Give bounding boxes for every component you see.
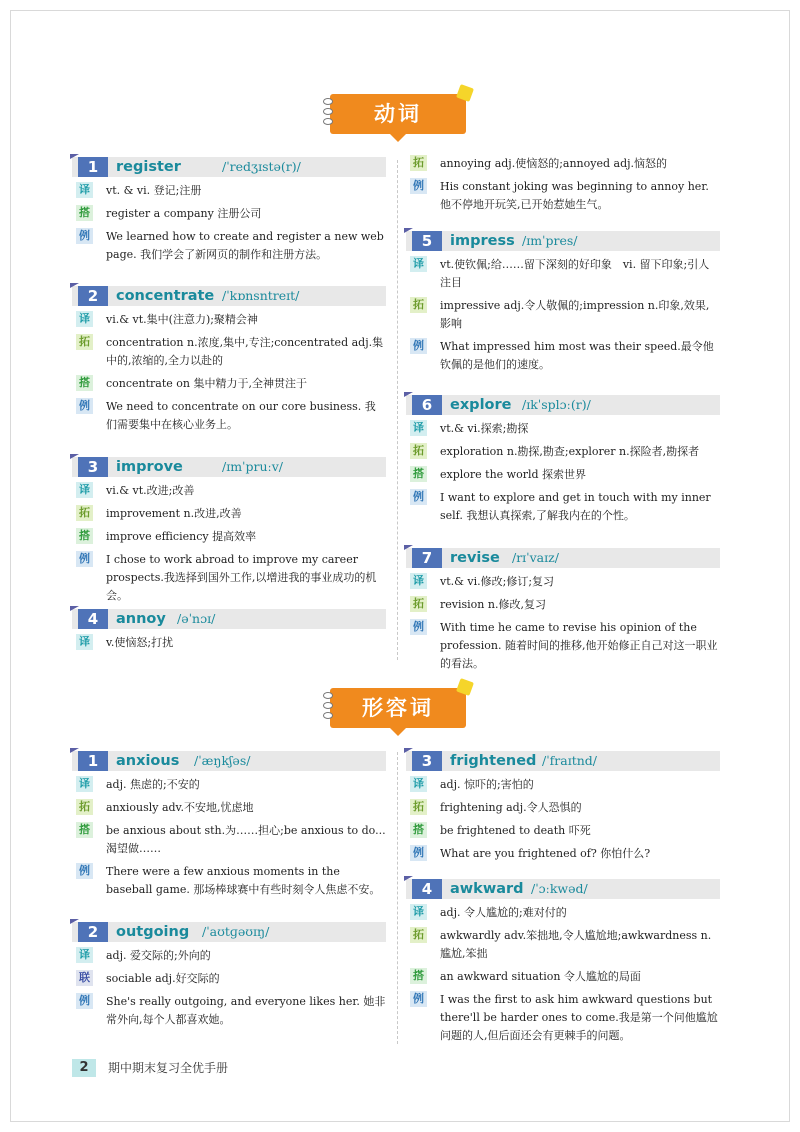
phonetic: /ˈæŋkʃəs/: [194, 753, 251, 768]
row-text: v.使恼怒;打扰: [106, 636, 174, 649]
tag-extension: 拓: [76, 799, 93, 815]
word-entry-concentrate: [72, 286, 386, 434]
tag-extension: 拓: [410, 596, 427, 612]
entry-row: [406, 338, 720, 374]
row-text: improvement n.改进,改善: [106, 507, 242, 520]
row-text: exploration n.勘探,勘查;explorer n.探险者,勘探者: [440, 445, 700, 458]
tag-collocation: 搭: [410, 968, 427, 984]
entry-row: [72, 551, 386, 605]
entry-row: [406, 178, 720, 214]
row-text: adj. 令人尴尬的;难对付的: [440, 906, 567, 919]
entry-row: [406, 822, 720, 840]
column-divider: [397, 160, 398, 660]
tag-example: 例: [410, 619, 427, 635]
row-text: revision n.修改,复习: [440, 598, 546, 611]
row-text: I want to explore and get in touch with my inner self. 我想认真探索,了解我内在的个性。: [440, 491, 711, 522]
row-text: We learned how to create and register a new web page. 我们学会了新网页的制作和注册方法。: [106, 230, 384, 261]
row-text: vi.& vt.集中(注意力);聚精会神: [106, 313, 258, 326]
row-text: concentrate on 集中精力于,全神贯注于: [106, 377, 307, 390]
column-divider: [397, 752, 398, 1044]
tag-example: 例: [410, 489, 427, 505]
word-number: 4: [412, 879, 442, 899]
tag-extension: 拓: [410, 155, 427, 171]
entry-row: [406, 256, 720, 292]
row-text: What impressed him most was their speed.最令他钦佩的是他们的速度。: [440, 340, 714, 371]
row-text: be frightened to death 吓死: [440, 824, 591, 837]
row-text: vt.& vi.修改;修订;复习: [440, 575, 555, 588]
word-header: [72, 157, 386, 177]
row-text: We need to concentrate on our core business. 我们需要集中在核心业务上。: [106, 400, 376, 431]
tag-example: 例: [410, 991, 427, 1007]
row-text: concentration n.浓度,集中,专注;concentrated adj.集中的,浓缩的,全力以赴的: [106, 336, 384, 367]
word-number: 2: [78, 286, 108, 306]
row-text: anxiously adv.不安地,忧虑地: [106, 801, 254, 814]
phonetic: /ˈfraɪtnd/: [542, 753, 597, 768]
tag-collocation: 搭: [410, 822, 427, 838]
banner-pointer-icon: [390, 134, 406, 142]
word-entry-register: [72, 157, 386, 264]
word-header: [72, 609, 386, 629]
tag-example: 例: [410, 338, 427, 354]
entry-row: [72, 375, 386, 393]
word-entry-outgoing: [72, 922, 386, 1029]
word-number: 6: [412, 395, 442, 415]
entry-row: [406, 420, 720, 438]
tag-collocation: 搭: [76, 375, 93, 391]
entry-row: [406, 297, 720, 333]
row-text: impressive adj.令人敬佩的;impression n.印象,效果,影响: [440, 299, 710, 330]
word-entry-annoy-continued: [406, 155, 720, 214]
row-text: What are you frightened of? 你怕什么?: [440, 847, 651, 860]
tag-translation: 译: [410, 573, 427, 589]
book-title: 期中期末复习全优手册: [108, 1061, 229, 1075]
entry-row: [72, 311, 386, 329]
headword: anxious: [116, 753, 180, 769]
section-title: 动词: [374, 102, 422, 126]
entry-row: [72, 634, 386, 652]
tag-translation: 译: [76, 947, 93, 963]
word-entry-anxious: [72, 751, 386, 899]
tag-extension: 拓: [410, 799, 427, 815]
row-text: an awkward situation 令人尴尬的局面: [440, 970, 641, 983]
entry-row: [72, 398, 386, 434]
entry-row: [406, 991, 720, 1045]
tag-translation: 译: [76, 634, 93, 650]
word-header: [406, 395, 720, 415]
tag-example: 例: [410, 845, 427, 861]
entry-row: [406, 489, 720, 525]
word-number: 3: [412, 751, 442, 771]
row-text: vi.& vt.改进;改善: [106, 484, 195, 497]
word-entry-annoy: [72, 609, 386, 652]
headword: revise: [450, 550, 500, 566]
tag-translation: 译: [76, 482, 93, 498]
tag-collocation: 搭: [76, 528, 93, 544]
tag-example: 例: [410, 178, 427, 194]
tag-extension: 拓: [76, 505, 93, 521]
entry-row: [406, 927, 720, 963]
word-entry-explore: [406, 395, 720, 525]
word-header: [72, 922, 386, 942]
section-banner-verbs: [330, 94, 466, 134]
row-text: adj. 惊吓的;害怕的: [440, 778, 534, 791]
phonetic: /əˈnɔɪ/: [177, 611, 216, 626]
phonetic: /ɪmˈpres/: [522, 233, 578, 248]
entry-row: [72, 947, 386, 965]
word-number: 1: [78, 751, 108, 771]
banner-pointer-icon: [390, 728, 406, 736]
word-entry-improve: [72, 457, 386, 605]
entry-row: [72, 863, 386, 899]
headword: frightened: [450, 753, 537, 769]
headword: improve: [116, 459, 183, 475]
row-text: frightening adj.令人恐惧的: [440, 801, 582, 814]
entry-row: [72, 799, 386, 817]
entry-row: [72, 993, 386, 1029]
tag-translation: 译: [410, 256, 427, 272]
phonetic: /ɪkˈsplɔː(r)/: [522, 397, 591, 412]
phonetic: /ˈɔːkwəd/: [531, 881, 588, 896]
tag-example: 例: [76, 228, 93, 244]
entry-row: [406, 596, 720, 614]
section-banner-adjectives: [330, 688, 466, 728]
row-text: vt.使钦佩;给……留下深刻的好印象 vi. 留下印象;引人注目: [440, 258, 710, 289]
tag-collocation: 搭: [410, 466, 427, 482]
tag-extension: 拓: [410, 927, 427, 943]
row-text: explore the world 探索世界: [440, 468, 587, 481]
row-text: be anxious about sth.为……担心;be anxious to do... 渴望做……: [106, 824, 386, 855]
tag-translation: 译: [76, 182, 93, 198]
entry-row: [72, 505, 386, 523]
word-number: 3: [78, 457, 108, 477]
word-entry-awkward: [406, 879, 720, 1045]
row-text: adj. 爱交际的;外向的: [106, 949, 211, 962]
word-header: [406, 879, 720, 899]
headword: awkward: [450, 881, 524, 897]
word-header: [72, 751, 386, 771]
entry-row: [72, 822, 386, 858]
word-number: 7: [412, 548, 442, 568]
headword: outgoing: [116, 924, 190, 940]
binder-rings-icon: [323, 692, 333, 724]
page-number: 2: [72, 1059, 96, 1077]
row-text: annoying adj.使恼怒的;annoyed adj.恼怒的: [440, 157, 668, 170]
entry-row: [406, 968, 720, 986]
entry-row: [72, 205, 386, 223]
phonetic: /ɪmˈpruːv/: [222, 459, 284, 474]
word-entry-revise: [406, 548, 720, 673]
tag-extension: 拓: [76, 334, 93, 350]
headword: explore: [450, 397, 512, 413]
row-text: sociable adj.好交际的: [106, 972, 220, 985]
entry-row: [72, 528, 386, 546]
entry-row: [406, 799, 720, 817]
entry-row: [72, 228, 386, 264]
word-number: 5: [412, 231, 442, 251]
word-header: [406, 751, 720, 771]
word-entry-impress: [406, 231, 720, 374]
entry-row: [406, 845, 720, 863]
entry-row: [72, 970, 386, 988]
word-header: [72, 457, 386, 477]
word-header: [72, 286, 386, 306]
section-title: 形容词: [362, 696, 434, 720]
tag-extension: 拓: [410, 443, 427, 459]
row-text: adj. 焦虑的;不安的: [106, 778, 200, 791]
word-number: 4: [78, 609, 108, 629]
entry-row: [406, 155, 720, 173]
word-number: 2: [78, 922, 108, 942]
tag-collocation: 搭: [76, 205, 93, 221]
word-header: [406, 548, 720, 568]
entry-row: [72, 482, 386, 500]
entry-row: [406, 466, 720, 484]
row-text: vt.& vi.探索;勘探: [440, 422, 529, 435]
headword: annoy: [116, 611, 166, 627]
tag-example: 例: [76, 551, 93, 567]
binder-rings-icon: [323, 98, 333, 130]
word-entry-frightened: [406, 751, 720, 863]
row-text: His constant joking was beginning to annoy her. 他不停地开玩笑,已开始惹她生气。: [440, 180, 709, 211]
tag-translation: 译: [410, 420, 427, 436]
entry-row: [406, 573, 720, 591]
phonetic: /ˈkɒnsntreɪt/: [222, 288, 300, 303]
entry-row: [72, 776, 386, 794]
row-text: vt. & vi. 登记;注册: [106, 184, 202, 197]
entry-row: [406, 904, 720, 922]
row-text: awkwardly adv.笨拙地,令人尴尬地;awkwardness n.尴尬,笨拙: [440, 929, 712, 960]
row-text: With time he came to revise his opinion of the profession. 随着时间的推移,他开始修正自己对这一职业的看法。: [440, 621, 718, 670]
row-text: register a company 注册公司: [106, 207, 262, 220]
phonetic: /rɪˈvaɪz/: [512, 550, 559, 565]
tag-extension: 拓: [410, 297, 427, 313]
tag-translation: 译: [410, 904, 427, 920]
tag-translation: 译: [76, 776, 93, 792]
row-text: She's really outgoing, and everyone likes her. 她非常外向,每个人都喜欢她。: [106, 995, 386, 1026]
entry-row: [406, 776, 720, 794]
row-text: I chose to work abroad to improve my career prospects.我选择到国外工作,以增进我的事业成功的机会。: [106, 553, 377, 602]
tag-example: 例: [76, 993, 93, 1009]
tag-collocation: 搭: [76, 822, 93, 838]
tag-translation: 译: [76, 311, 93, 327]
entry-row: [72, 182, 386, 200]
headword: impress: [450, 233, 515, 249]
entry-row: [72, 334, 386, 370]
row-text: improve efficiency 提高效率: [106, 530, 257, 543]
word-number: 1: [78, 157, 108, 177]
entry-row: [406, 443, 720, 461]
headword: concentrate: [116, 288, 215, 304]
entry-row: [406, 619, 720, 673]
tag-example: 例: [76, 863, 93, 879]
tag-translation: 译: [410, 776, 427, 792]
phonetic: /ˈaʊtɡəʊɪŋ/: [202, 924, 270, 939]
row-text: There were a few anxious moments in the baseball game. 那场棒球赛中有些时刻令人焦虑不安。: [106, 865, 381, 896]
tag-related: 联: [76, 970, 93, 986]
headword: register: [116, 159, 181, 175]
word-header: [406, 231, 720, 251]
row-text: I was the first to ask him awkward questions but there'll be harder ones to come.我是第一个问他尴尬问题的人,但后面还会有更棘手的问题。: [440, 993, 718, 1042]
phonetic: /ˈredʒɪstə(r)/: [222, 159, 301, 174]
tag-example: 例: [76, 398, 93, 414]
